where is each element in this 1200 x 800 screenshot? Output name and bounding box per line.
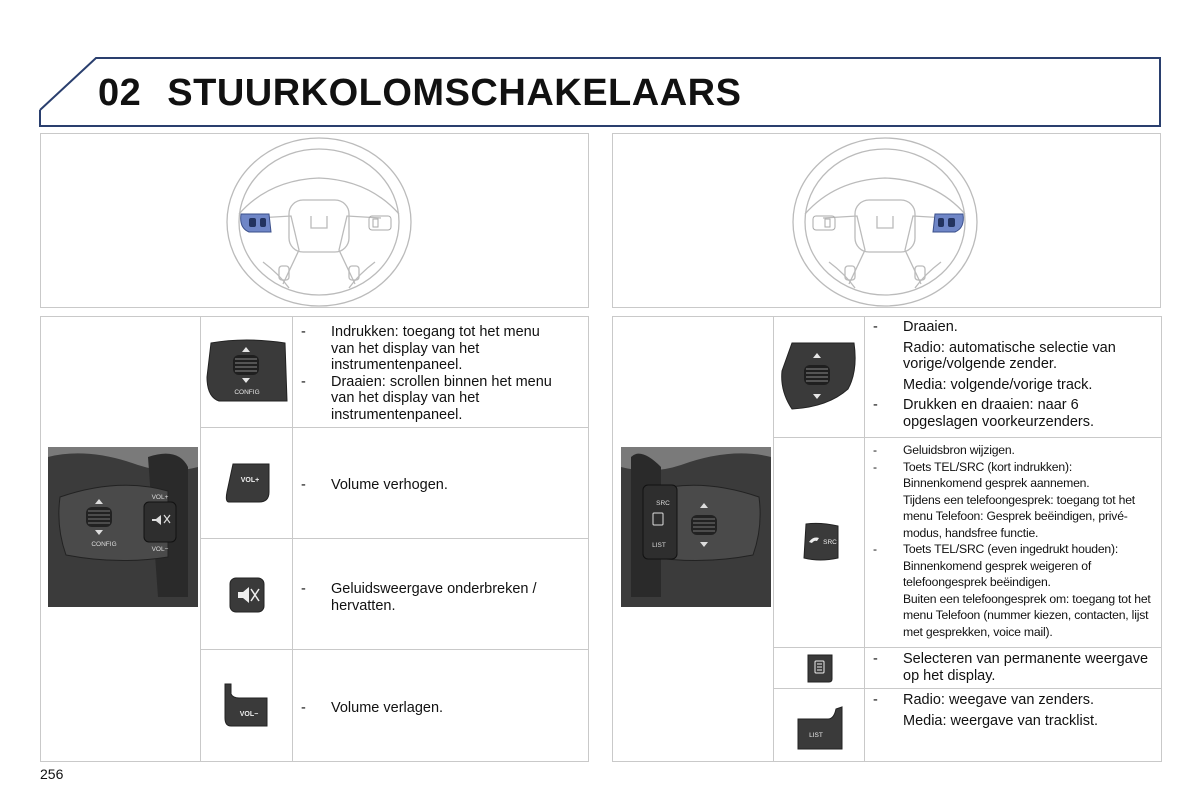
left-control-cluster-icon [48, 447, 198, 607]
volume-up-button-icon [223, 462, 273, 506]
tel-src-button-icon [800, 520, 844, 564]
radio-wheel-description [873, 319, 1157, 430]
vol-up-description [301, 477, 561, 494]
list-item: - Radio: weegave van zenders. [873, 692, 1095, 708]
list-item: - Draaien. [873, 319, 958, 335]
steering-wheel-panel-right [612, 133, 1161, 308]
mute-description-cell [292, 538, 589, 650]
list-item: Radio: automatische selectie van vorige/volgende zender. [903, 339, 1116, 372]
steering-wheel-panel-left [40, 133, 589, 308]
display-select-description-cell [864, 647, 1162, 689]
mute-description [301, 581, 571, 614]
vol-up-icon-cell [200, 427, 293, 539]
left-overview-cell [40, 316, 201, 762]
list-item: Buiten een telefoongesprek om: toegang tot het menu Telefoon (nummer kiezen, contacten, lijst met gesprekken, voice mail). [903, 591, 1151, 639]
overview-list-label: LIST [652, 542, 666, 549]
list-icon-cell [773, 688, 865, 762]
list-item: Media: volgende/vorige track. [903, 376, 1093, 393]
tel-src-description-cell [864, 437, 1162, 648]
list-item: - Geluidsweergave onderbreken / hervatten. [301, 581, 537, 614]
chapter-number: 02 [98, 72, 142, 114]
display-select-icon-cell [773, 647, 865, 689]
list-description-cell [864, 688, 1162, 762]
config-icon-cell [200, 316, 293, 428]
list-item: - Drukken en draaien: naar 6 opgeslagen voorkeurzenders. [873, 397, 1095, 430]
list-item: Tijdens een telefoongesprek: toegang tot het menu Telefoon: Gesprek beëindigen, privé-modus, handsfree functie. [903, 492, 1135, 540]
list-item: Binnenkomend gesprek aannemen. [903, 476, 1090, 490]
list-item: Media: weergave van tracklist. [903, 712, 1099, 729]
header-frame [0, 0, 1200, 140]
config-icon-label: CONFIG [234, 389, 260, 396]
config-description-cell [292, 316, 589, 428]
list-item: - Volume verlagen. [301, 700, 444, 716]
list-label: LIST [809, 732, 823, 739]
tel-src-description [873, 442, 1159, 640]
page-number: 256 [40, 766, 64, 782]
display-select-description [873, 651, 1157, 684]
display-select-button-icon [805, 653, 835, 683]
right-control-cluster-icon [621, 447, 771, 607]
overview-vol-down-label: VOL− [151, 546, 169, 553]
vol-up-description-cell [292, 427, 589, 539]
mute-icon-cell [200, 538, 293, 650]
vol-down-icon-cell [200, 649, 293, 762]
list-button-icon [796, 705, 844, 751]
list-item: - Toets TEL/SRC (kort indrukken): [873, 459, 1072, 474]
list-item: Binnenkomend gesprek weigeren of telefoongesprek beëindigen. [903, 558, 1092, 589]
page-title [98, 72, 741, 115]
vol-up-label: VOL+ [240, 477, 260, 484]
list-description [873, 692, 1157, 729]
config-thumbwheel-icon [205, 337, 291, 407]
chapter-title: STUURKOLOMSCHAKELAARS [167, 72, 742, 114]
list-item: - Draaien: scrollen binnen het menu van het display van het instrumentenpaneel. [301, 373, 552, 423]
list-item: - Volume verhogen. [301, 477, 448, 493]
overview-src-label: SRC [656, 500, 670, 507]
tel-src-label: SRC [823, 539, 837, 546]
list-item: - Indrukken: toegang tot het menu van het display van het instrumentenpaneel. [301, 324, 540, 373]
steering-wheel-left-highlight-icon [41, 134, 588, 307]
config-description [301, 324, 561, 423]
mute-button-icon [229, 577, 265, 613]
vol-down-label: VOL− [239, 711, 259, 718]
right-overview-cell [612, 316, 774, 762]
list-item: - Toets TEL/SRC (even ingedrukt houden): [873, 542, 1119, 556]
radio-wheel-icon-cell [773, 316, 865, 438]
volume-down-button-icon [221, 682, 271, 728]
radio-wheel-description-cell [864, 316, 1162, 438]
overview-config-label: CONFIG [91, 541, 117, 548]
vol-down-description [301, 700, 561, 717]
radio-thumbwheel-icon [778, 341, 860, 413]
tel-src-icon-cell [773, 437, 865, 648]
overview-vol-up-label: VOL+ [151, 494, 169, 501]
list-item: - Geluidsbron wijzigen. [873, 443, 1015, 457]
list-item: - Selecteren van permanente weergave op het display. [873, 651, 1149, 684]
vol-down-description-cell [292, 649, 589, 762]
steering-wheel-right-highlight-icon [613, 134, 1160, 307]
